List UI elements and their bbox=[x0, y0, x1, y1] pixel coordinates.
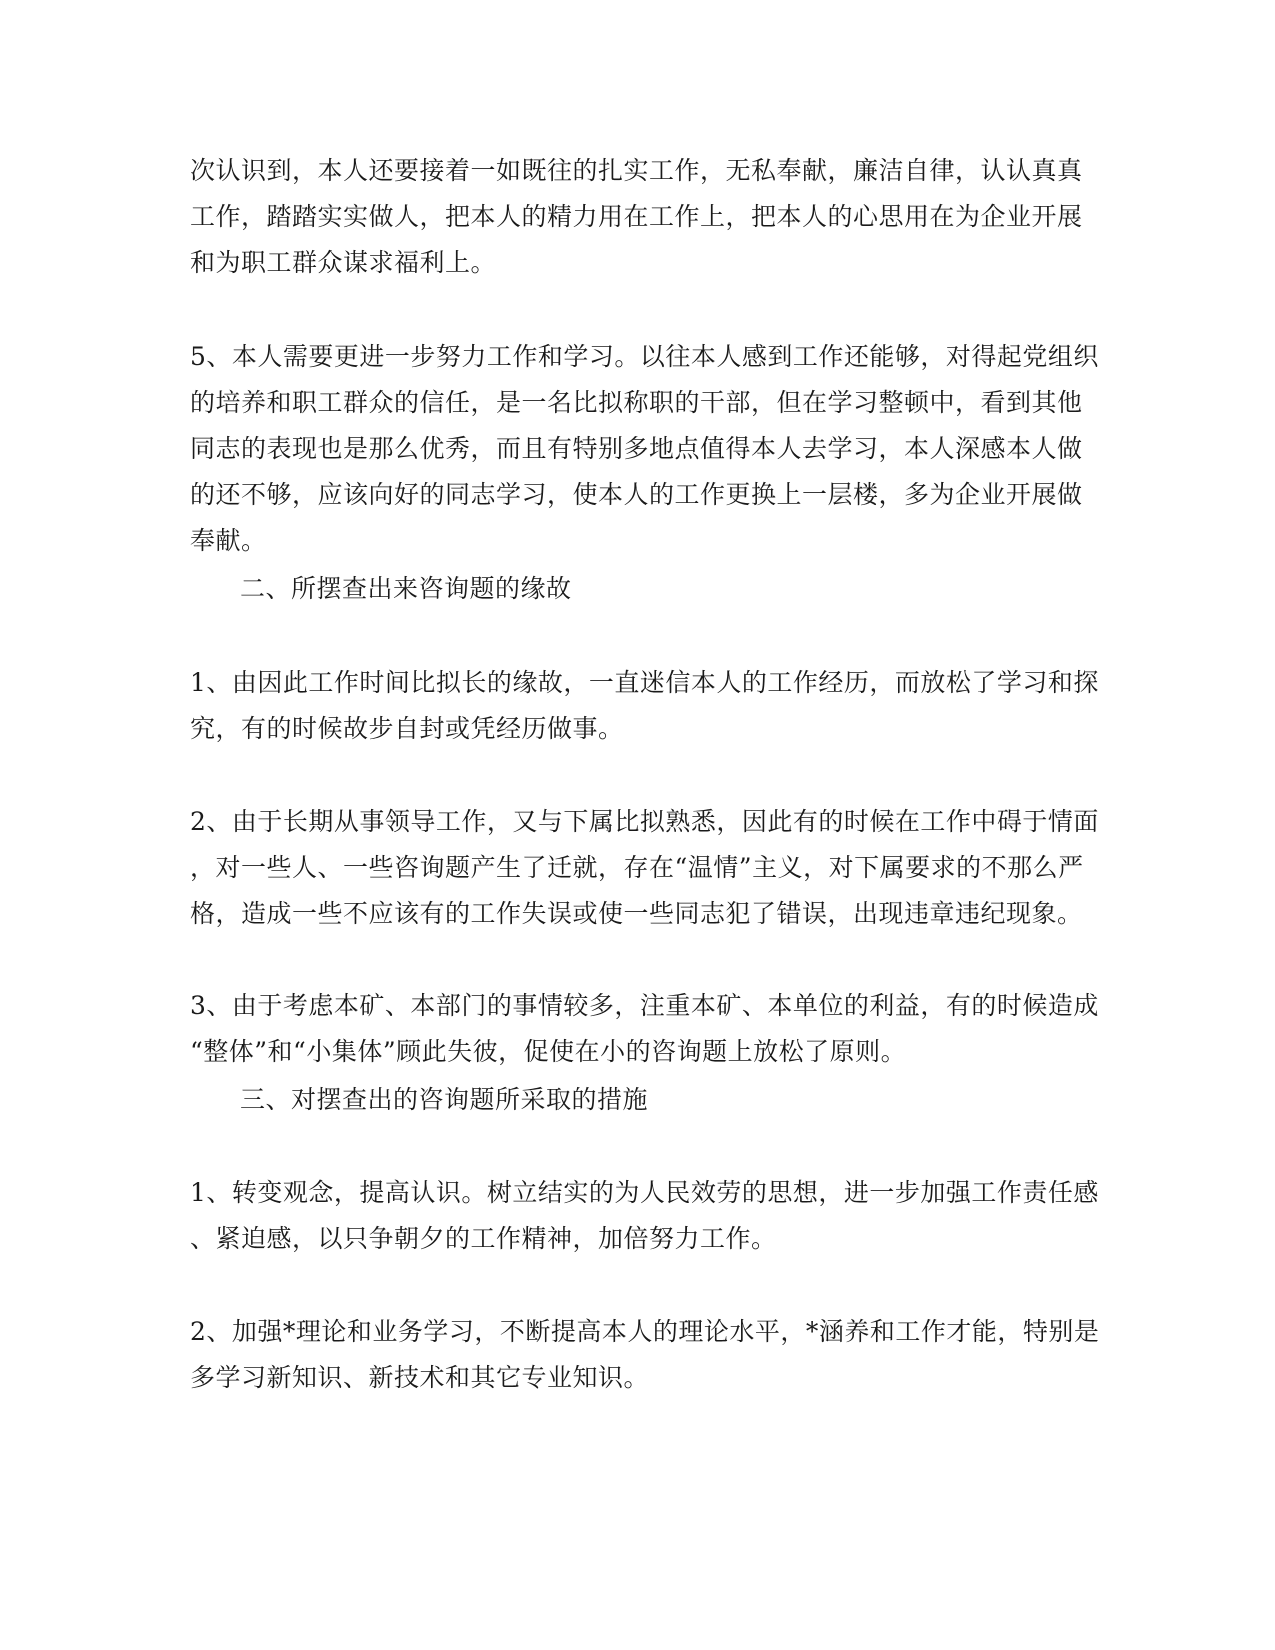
text-line: 的还不够，应该向好的同志学习，使本人的工作更换上一层楼，多为企业开展做 bbox=[190, 480, 1083, 509]
text-line: 格，造成一些不应该有的工作失误或使一些同志犯了错误，出现违章违纪现象。 bbox=[190, 899, 1083, 928]
text-line: 5、本人需要更进一步努力工作和学习。以往本人感到工作还能够，对得起党组织 bbox=[190, 342, 1099, 371]
text-line: 工作，踏踏实实做人，把本人的精力用在工作上，把本人的心思用在为企业开展 bbox=[190, 202, 1083, 231]
section-heading: 三、对摆查出的咨询题所采取的措施 bbox=[240, 1085, 649, 1114]
text-line: 、紧迫感，以只争朝夕的工作精神，加倍努力工作。 bbox=[190, 1224, 777, 1253]
section-heading: 二、所摆查出来咨询题的缘故 bbox=[240, 574, 572, 603]
text-line: “整体”和“小集体”顾此失彼，促使在小的咨询题上放松了原则。 bbox=[190, 1037, 907, 1066]
text-line: 1、由因此工作时间比拟长的缘故，一直迷信本人的工作经历，而放松了学习和探 bbox=[190, 668, 1099, 697]
text-line: 的培养和职工群众的信任，是一名比拟称职的干部，但在学习整顿中，看到其他 bbox=[190, 388, 1083, 417]
text-line: 次认识到，本人还要接着一如既往的扎实工作，无私奉献，廉洁自律，认认真真 bbox=[190, 156, 1083, 185]
text-line: 2、加强*理论和业务学习，不断提高本人的理论水平，*涵养和工作才能，特别是 bbox=[190, 1317, 1100, 1346]
text-line: 1、转变观念，提高认识。树立结实的为人民效劳的思想，进一步加强工作责任感 bbox=[190, 1178, 1099, 1207]
text-line: ，对一些人、一些咨询题产生了迁就，存在“温情”主义，对下属要求的不那么严 bbox=[190, 853, 1084, 882]
text-line: 同志的表现也是那么优秀，而且有特别多地点值得本人去学习，本人深感本人做 bbox=[190, 434, 1083, 463]
text-line: 和为职工群众谋求福利上。 bbox=[190, 248, 497, 277]
text-line: 究，有的时候故步自封或凭经历做事。 bbox=[190, 714, 624, 743]
text-line: 多学习新知识、新技术和其它专业知识。 bbox=[190, 1363, 650, 1392]
text-line: 奉献。 bbox=[190, 526, 267, 555]
text-line: 2、由于长期从事领导工作，又与下属比拟熟悉，因此有的时候在工作中碍于情面 bbox=[190, 807, 1099, 836]
text-line: 3、由于考虑本矿、本部门的事情较多，注重本矿、本单位的利益，有的时候造成 bbox=[190, 991, 1099, 1020]
